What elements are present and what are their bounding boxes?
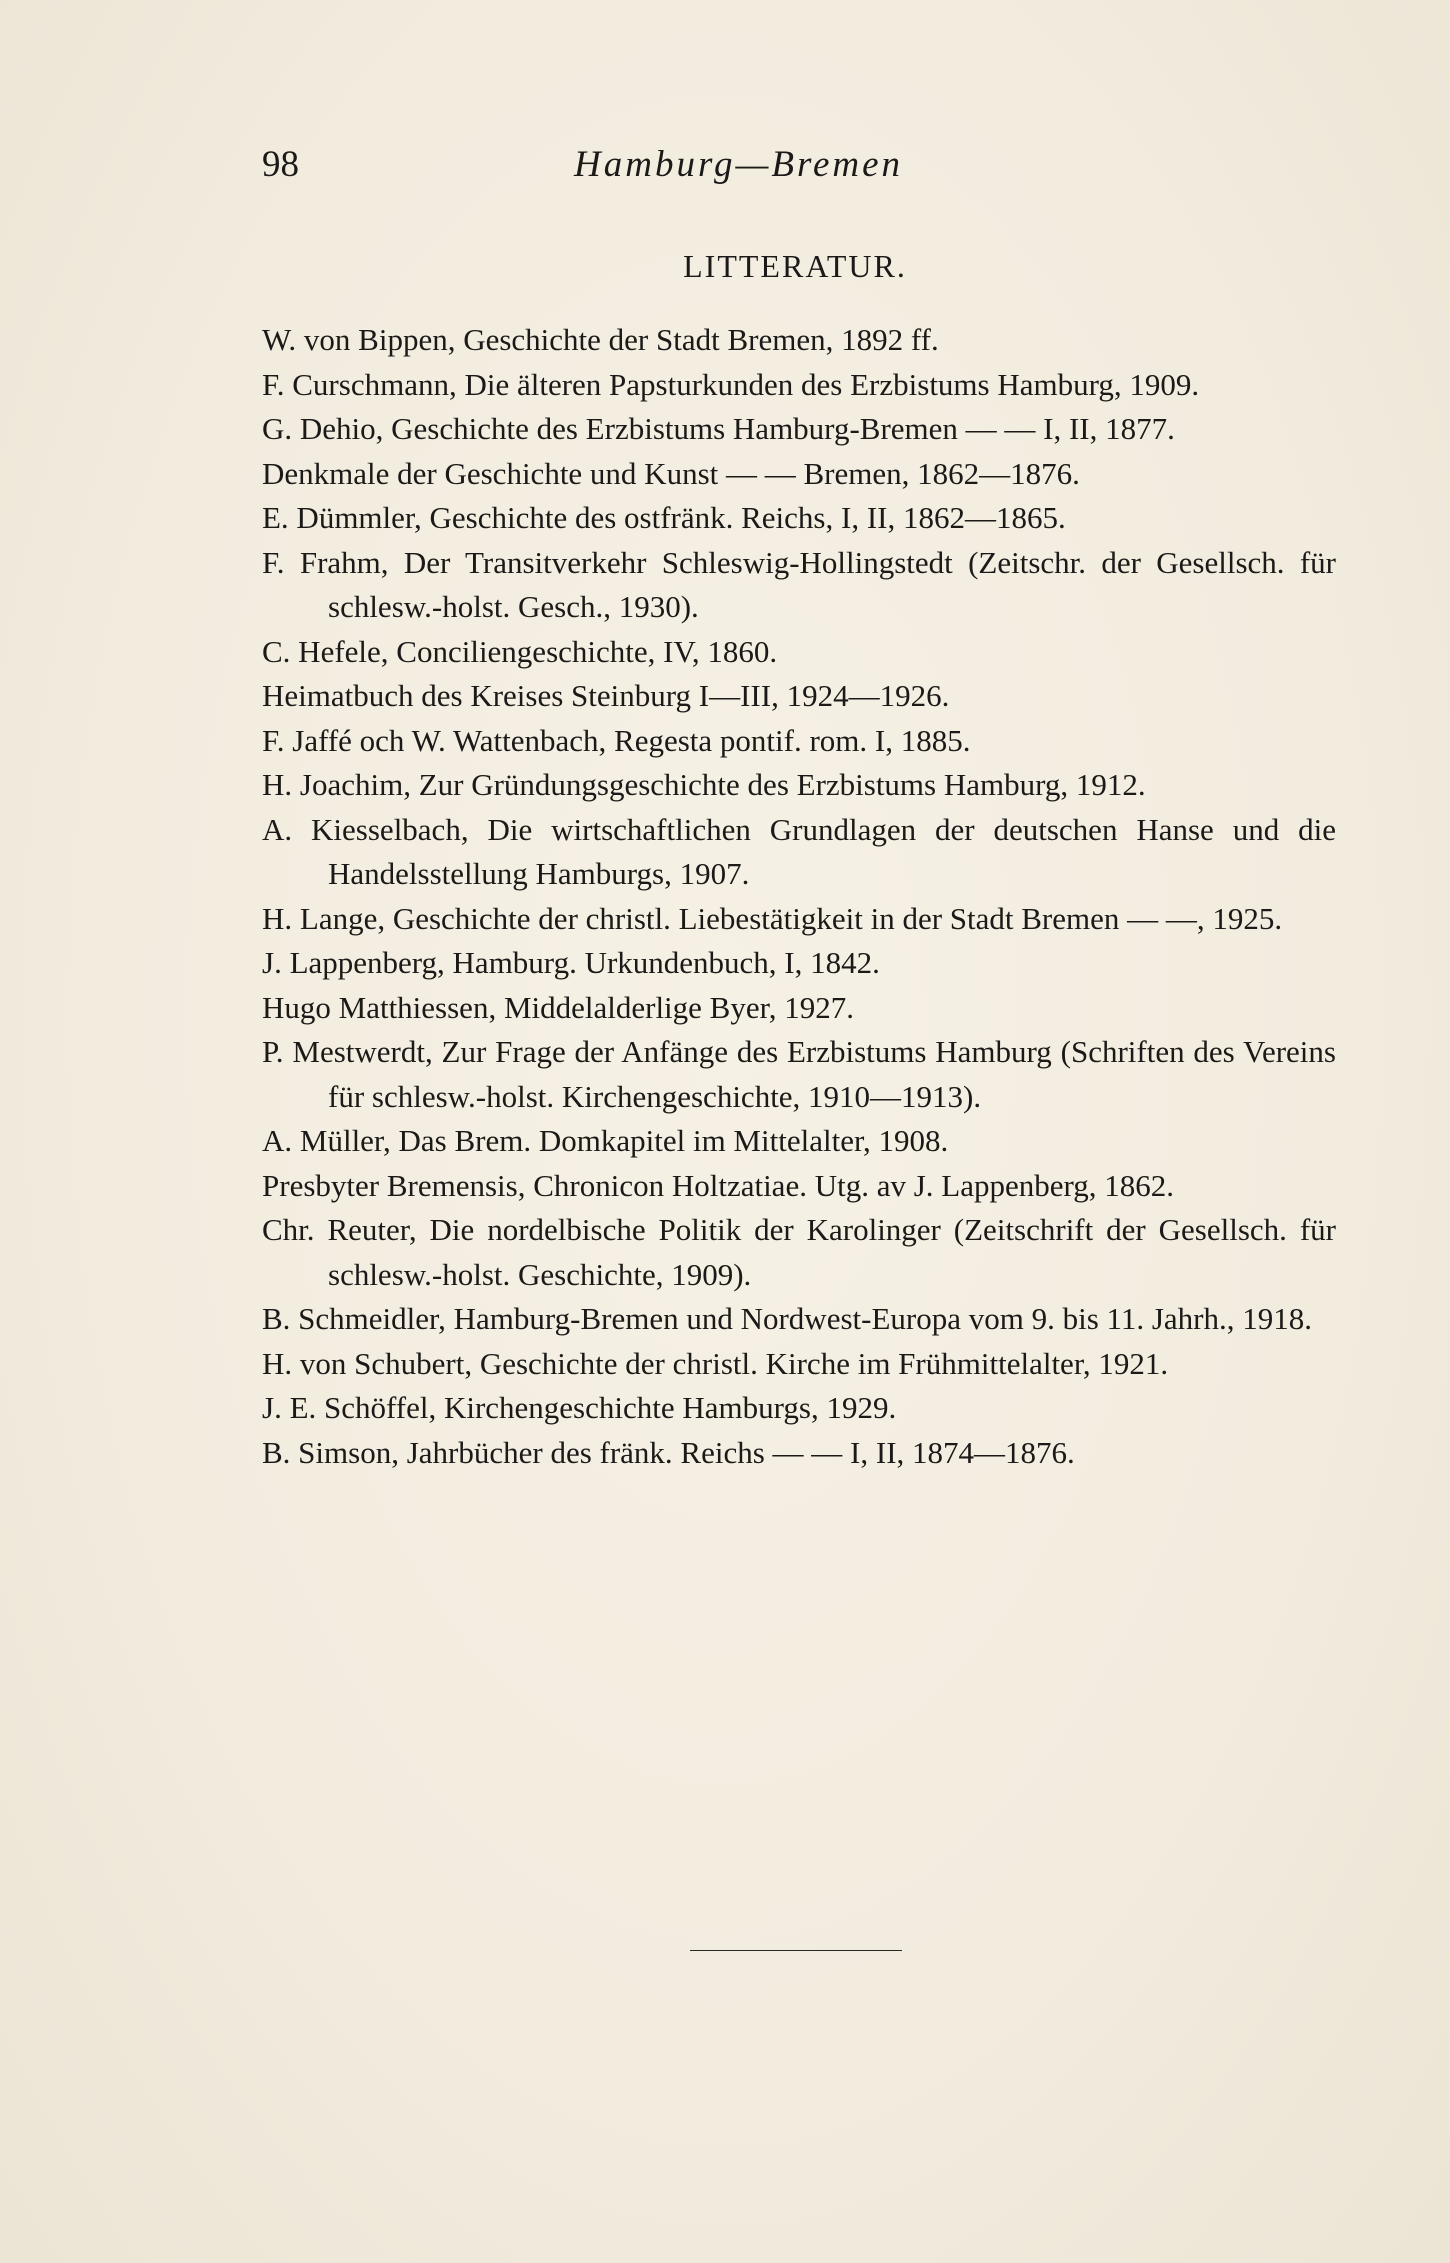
bibliography-entry: B. Simson, Jahrbücher des fränk. Reichs — — I, II, 1874—1876. xyxy=(262,1434,1075,1470)
bibliography-entry: F. Frahm, Der Transitverkehr Schleswig-Hollingstedt (Zeitschr. der Gesellsch. für schlesw.-holst. Gesch., 1930). xyxy=(262,544,1336,624)
bibliography-entry: F. Curschmann, Die älteren Papsturkunden des Erzbistums Hamburg, 1909. xyxy=(262,366,1200,402)
bibliography-entry: H. Lange, Geschichte der christl. Liebestätigkeit in der Stadt Bremen — —, 1925. xyxy=(262,900,1283,936)
bibliography-entry: J. Lappenberg, Hamburg. Urkundenbuch, I, 1842. xyxy=(262,945,880,980)
bibliography-entry: J. E. Schöffel, Kirchengeschichte Hamburgs, 1929. xyxy=(262,1390,897,1425)
bibliography-entry: A. Müller, Das Brem. Domkapitel im Mittelalter, 1908. xyxy=(262,1123,949,1158)
running-head: Hamburg—Bremen xyxy=(574,144,904,185)
bibliography-entry: A. Kiesselbach, Die wirtschaftlichen Grundlagen der deutschen Hanse und die Handelsstellung Hamburgs, 1907. xyxy=(262,811,1336,891)
bibliography-entry: Denkmale der Geschichte und Kunst — — Bremen, 1862—1876. xyxy=(262,455,1080,491)
bibliography-entry: B. Schmeidler, Hamburg-Bremen und Nordwest-Europa vom 9. bis 11. Jahrh., 1918. xyxy=(262,1301,1313,1336)
bibliography-list xyxy=(262,318,1336,1475)
closing-rule xyxy=(690,1950,902,1951)
page-header xyxy=(262,140,1336,190)
bibliography-entry: H. von Schubert, Geschichte der christl. Kirche im Frühmittelalter, 1921. xyxy=(262,1345,1169,1381)
bibliography-entry: G. Dehio, Geschichte des Erzbistums Hamburg-Bremen — — I, II, 1877. xyxy=(262,411,1175,446)
bibliography-entry: E. Dümmler, Geschichte des ostfränk. Reichs, I, II, 1862—1865. xyxy=(262,500,1066,535)
page-number: 98 xyxy=(262,144,299,185)
bibliography-entry: Presbyter Bremensis, Chronicon Holtzatiae. Utg. av J. Lappenberg, 1862. xyxy=(262,1167,1175,1203)
bibliography-entry: Heimatbuch des Kreises Steinburg I—III, 1924—1926. xyxy=(262,678,950,713)
bibliography-entry: C. Hefele, Conciliengeschichte, IV, 1860. xyxy=(262,633,778,669)
bibliography-entry: H. Joachim, Zur Gründungsgeschichte des Erzbistums Hamburg, 1912. xyxy=(262,767,1146,802)
bibliography-entry: W. von Bippen, Geschichte der Stadt Bremen, 1892 ff. xyxy=(262,322,939,357)
bibliography-entry: Chr. Reuter, Die nordelbische Politik der Karolinger (Zeitschrift der Gesellsch. für schlesw.-holst. Geschichte, 1909). xyxy=(262,1212,1336,1292)
bibliography-entry: F. Jaffé och W. Wattenbach, Regesta pontif. rom. I, 1885. xyxy=(262,722,971,758)
bibliography-entry: P. Mestwerdt, Zur Frage der Anfänge des Erzbistums Hamburg (Schriften des Vereins für schlesw.-holst. Kirchengeschichte, 1910—1913). xyxy=(262,1034,1336,1114)
section-title: LITTERATUR. xyxy=(683,248,907,284)
bibliography-entry: Hugo Matthiessen, Middelalderlige Byer, 1927. xyxy=(262,989,854,1025)
